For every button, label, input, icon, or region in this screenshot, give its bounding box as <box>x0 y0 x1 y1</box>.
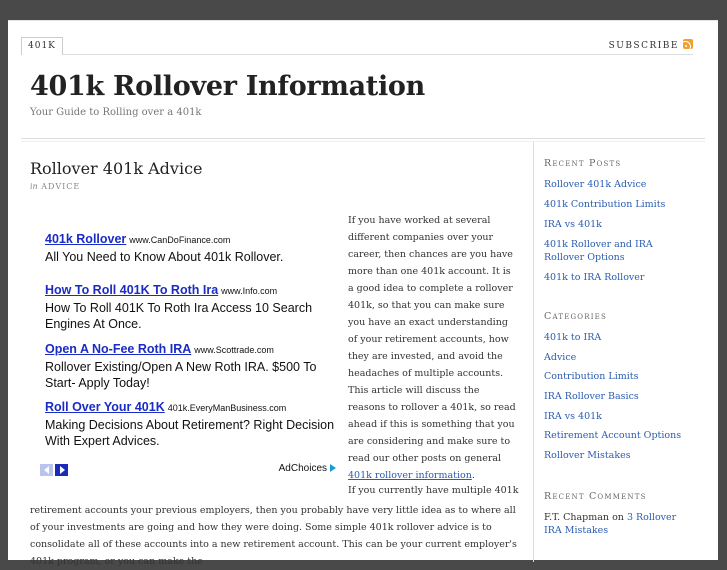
recent-comment-item <box>544 511 694 537</box>
ad-title-link[interactable]: Open A No-Fee Roth IRA <box>45 342 192 356</box>
ad-url[interactable]: www.CanDoFinance.com <box>129 235 231 245</box>
post-meta-prefix: in <box>30 182 38 191</box>
ad-title-link[interactable]: How To Roll 401K To Roth Ira <box>45 283 219 297</box>
post-paragraph-end: . <box>471 470 475 481</box>
rollover-info-link[interactable]: 401k rollover information <box>348 470 472 481</box>
subscribe-label[interactable]: SUBSCRIBE <box>608 41 679 51</box>
post-paragraph-text: If you have worked at several different companies over your career, then chances are you have more than one 401k account. It is a good idea to complete a rollover 401k, so that you can make sure you have an exact understanding of your retirement accounts, how they are invested, and avoid the headaches of multiple accounts. This article will discuss the reasons to rollover a 401k, so read ahead if this is something that you are considering and make sure to read our other posts on general <box>348 215 516 464</box>
ad-url[interactable]: www.Info.com <box>221 286 278 296</box>
nav-tab-401k[interactable]: 401K <box>21 37 63 55</box>
top-navigation <box>21 37 693 55</box>
sidebar-item-recent-post[interactable]: 401k to IRA Rollover <box>544 272 645 283</box>
ad-title-link[interactable]: 401k Rollover <box>45 232 127 246</box>
comment-on-label: on <box>612 512 624 523</box>
post-paragraph <box>348 212 516 484</box>
ad-choices-icon[interactable] <box>330 464 336 472</box>
recent-posts-list <box>544 178 694 284</box>
sidebar-item-category[interactable]: Retirement Account Options <box>544 430 682 442</box>
post-paragraph: retirement accounts your previous employers, then you probably have very little idea as to where all of your investments are going and how they were doing. Some simple 401k rollover advice is to consolidate all of these accounts into a new retirement account. This can be your current employer's 401k program, or you can make the <box>30 505 517 567</box>
sidebar-divider <box>533 142 534 562</box>
sidebar-item-category[interactable]: Advice <box>544 351 577 363</box>
sidebar-item-category[interactable]: IRA vs 401k <box>544 410 602 422</box>
sidebar-item-recent-post[interactable]: IRA vs 401k <box>544 219 602 230</box>
ad-description: Rollover Existing/Open A New Roth IRA. $500 To Start- Apply Today! <box>45 360 317 390</box>
rss-icon[interactable] <box>683 39 693 49</box>
sidebar-item-recent-post[interactable]: 401k Contribution Limits <box>544 199 666 210</box>
ad-pagination <box>40 463 70 481</box>
ad-choices-label[interactable]: AdChoices <box>278 463 327 474</box>
sidebar-item-category[interactable]: Contribution Limits <box>544 371 639 383</box>
recent-comments-list <box>544 511 694 537</box>
ad-item <box>45 281 335 332</box>
sidebar-item-recent-post[interactable]: 401k Rollover and IRA Rollover Options <box>544 239 653 263</box>
recent-posts-heading: Recent Posts <box>544 158 622 169</box>
sidebar-item-recent-post[interactable]: Rollover 401k Advice <box>544 179 647 190</box>
ad-item <box>45 398 335 449</box>
categories-list <box>544 331 694 462</box>
ad-url[interactable]: 401k.EveryManBusiness.com <box>167 403 287 413</box>
page <box>8 20 718 567</box>
sidebar-item-category[interactable]: IRA Rollover Basics <box>544 391 639 403</box>
ad-description: Making Decisions About Retirement? Right Decision With Expert Advices. <box>45 418 335 448</box>
subscribe-link[interactable] <box>609 39 693 51</box>
post-meta <box>30 182 80 191</box>
post-paragraph: If you currently have multiple 401k <box>348 485 519 496</box>
post-title[interactable]: Rollover 401k Advice <box>30 159 203 178</box>
ad-url[interactable]: www.Scottrade.com <box>194 345 274 355</box>
post-category-link[interactable]: ADVICE <box>41 182 81 191</box>
ad-title-link[interactable]: Roll Over Your 401K <box>45 400 165 414</box>
recent-comments-heading: Recent Comments <box>544 491 647 502</box>
ad-item <box>45 230 283 265</box>
comment-post-link[interactable]: 3 Rollover IRA Mistakes <box>544 512 677 536</box>
ad-item <box>45 340 335 391</box>
ad-description: All You Need to Know About 401k Rollover. <box>45 250 284 264</box>
site-title[interactable]: 401k Rollover Information <box>30 71 425 102</box>
header-divider <box>21 138 705 139</box>
next-arrow-icon[interactable] <box>55 464 68 476</box>
ad-choices-link[interactable] <box>279 463 336 474</box>
ad-description: How To Roll 401K To Roth Ira Access 10 Search Engines At Once. <box>45 301 313 331</box>
header-divider-secondary <box>21 141 705 142</box>
comment-author: F.T. Chapman <box>544 512 610 523</box>
site-tagline: Your Guide to Rolling over a 401k <box>30 107 202 118</box>
sidebar-item-category[interactable]: Rollover Mistakes <box>544 450 631 462</box>
ad-block <box>38 226 336 476</box>
sidebar-item-category[interactable]: 401k to IRA <box>544 332 602 343</box>
categories-heading: Categories <box>544 311 607 322</box>
previous-arrow-icon[interactable] <box>40 464 53 476</box>
